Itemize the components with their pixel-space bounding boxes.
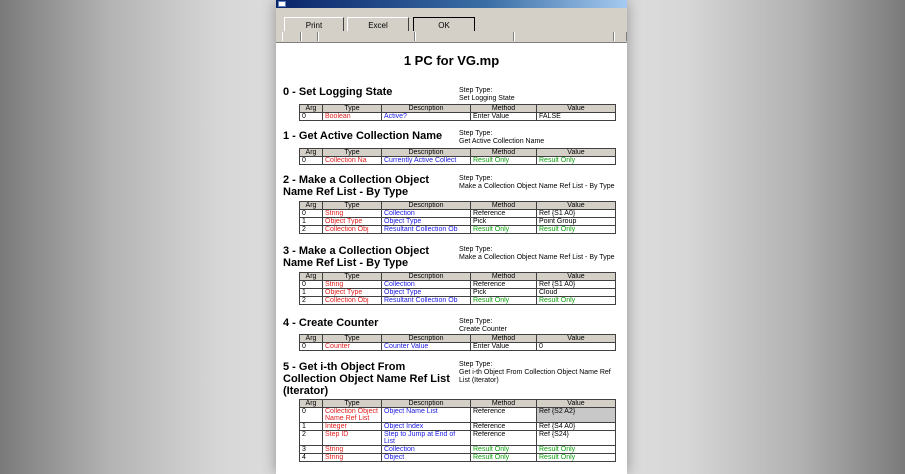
col-arg: Arg (300, 400, 323, 408)
col-value: Value (537, 273, 616, 281)
step-type-label: Step Type: (459, 246, 493, 253)
arg-cell: 2 (300, 431, 323, 446)
step-type-value: Set Logging State (459, 95, 515, 102)
args-table (299, 334, 616, 351)
arg-cell: 0 (300, 210, 323, 218)
report-window (276, 0, 627, 474)
method-cell: Result Only (471, 297, 537, 305)
method-cell: Reference (471, 423, 537, 431)
method-cell: Reference (471, 408, 537, 423)
step-type-value: Create Counter (459, 326, 507, 333)
arg-cell: 0 (300, 281, 323, 289)
step-type-label: Step Type: (459, 175, 493, 182)
col-type: Type (323, 400, 382, 408)
step-title: 5 - Get i-th Object From Collection Object Name Ref List (Iterator) (283, 361, 450, 397)
step-type-value: Get i-th Object From Collection Object Name Ref List (Iterator) (459, 369, 611, 384)
step-type-label: Step Type: (459, 130, 493, 137)
column-header-strip (276, 31, 627, 43)
step-title: 1 - Get Active Collection Name (283, 130, 443, 142)
type-cell: Collection Obj (323, 297, 382, 305)
args-table (299, 272, 616, 305)
description-cell: Currently Active Collect (382, 157, 471, 165)
arg-cell: 1 (300, 289, 323, 297)
method-cell: Result Only (471, 446, 537, 454)
arg-cell: 4 (300, 454, 323, 462)
type-cell: Integer (323, 423, 382, 431)
col-method: Method (471, 202, 537, 210)
table-header-row (300, 202, 616, 210)
value-cell: Ref {S2 A2} (537, 408, 616, 423)
arg-cell: 0 (300, 157, 323, 165)
print-button[interactable]: Print (284, 17, 344, 32)
step-title: 3 - Make a Collection Object Name Ref List - By Type (283, 245, 430, 269)
col-method: Method (471, 105, 537, 113)
step-type (459, 87, 619, 103)
step-title: 2 - Make a Collection Object Name Ref List - By Type (283, 174, 430, 198)
arg-cell: 0 (300, 408, 323, 423)
col-description: Description (382, 400, 471, 408)
arg-cell: 0 (300, 343, 323, 351)
table-header-row (300, 273, 616, 281)
method-cell: Reference (471, 281, 537, 289)
step-type-value: Get Active Collection Name (459, 138, 545, 145)
type-cell: Object Type (323, 289, 382, 297)
type-cell: String (323, 454, 382, 462)
value-cell: Result Only (537, 157, 616, 165)
value-cell: Point Group (537, 218, 616, 226)
description-cell: Counter Value (382, 343, 471, 351)
step-type-label: Step Type: (459, 87, 493, 94)
description-cell: Collection (382, 281, 471, 289)
description-cell: Resultant Collection Ob (382, 297, 471, 305)
arg-cell: 1 (300, 218, 323, 226)
method-cell: Reference (471, 210, 537, 218)
method-cell: Reference (471, 431, 537, 446)
table-header-row (300, 149, 616, 157)
step-type (459, 246, 619, 262)
header-cell[interactable] (282, 32, 301, 41)
value-cell: Ref {S1 A0} (537, 210, 616, 218)
type-cell: Collection Object Name Ref List (323, 408, 382, 423)
header-cell[interactable] (514, 32, 614, 41)
excel-button[interactable]: Excel (347, 17, 409, 32)
value-cell: 0 (537, 343, 616, 351)
type-cell: String (323, 446, 382, 454)
value-cell: Ref {S4 A0} (537, 423, 616, 431)
description-cell: Collection (382, 210, 471, 218)
table-row[interactable] (300, 343, 616, 351)
description-cell: Object Type (382, 218, 471, 226)
col-description: Description (382, 149, 471, 157)
header-cell[interactable] (614, 32, 627, 41)
table-row[interactable] (300, 446, 616, 454)
table-header-row (300, 335, 616, 343)
description-cell: Object (382, 454, 471, 462)
type-cell: Boolean (323, 113, 382, 121)
table-row[interactable] (300, 289, 616, 297)
col-type: Type (323, 105, 382, 113)
header-cell[interactable] (318, 32, 415, 41)
col-method: Method (471, 273, 537, 281)
col-method: Method (471, 335, 537, 343)
description-cell: Object Index (382, 423, 471, 431)
table-row[interactable] (300, 297, 616, 305)
method-cell: Pick (471, 218, 537, 226)
col-type: Type (323, 149, 382, 157)
table-header-row (300, 105, 616, 113)
table-header-row (300, 400, 616, 408)
method-cell: Result Only (471, 157, 537, 165)
toolbar (276, 8, 627, 32)
type-cell: Collection Na (323, 157, 382, 165)
step-type-value: Make a Collection Object Name Ref List - By Type (459, 254, 615, 261)
col-description: Description (382, 273, 471, 281)
type-cell: Object Type (323, 218, 382, 226)
col-type: Type (323, 273, 382, 281)
method-cell: Pick (471, 289, 537, 297)
step-type (459, 318, 619, 334)
method-cell: Result Only (471, 226, 537, 234)
col-value: Value (537, 335, 616, 343)
type-cell: String (323, 210, 382, 218)
value-cell: Result Only (537, 446, 616, 454)
method-cell: Enter Value (471, 113, 537, 121)
col-value: Value (537, 400, 616, 408)
value-cell: Result Only (537, 226, 616, 234)
col-arg: Arg (300, 335, 323, 343)
col-value: Value (537, 105, 616, 113)
window-icon (278, 1, 286, 7)
step-type (459, 361, 619, 385)
description-cell: Collection (382, 446, 471, 454)
col-description: Description (382, 335, 471, 343)
table-row[interactable] (300, 218, 616, 226)
table-row[interactable] (300, 113, 616, 121)
col-arg: Arg (300, 202, 323, 210)
step-type-value: Make a Collection Object Name Ref List - By Type (459, 183, 615, 190)
col-arg: Arg (300, 105, 323, 113)
col-type: Type (323, 202, 382, 210)
step-type (459, 130, 619, 146)
step-type-label: Step Type: (459, 361, 493, 368)
table-row[interactable] (300, 210, 616, 218)
arg-cell: 3 (300, 446, 323, 454)
value-cell: Result Only (537, 454, 616, 462)
method-cell: Enter Value (471, 343, 537, 351)
col-method: Method (471, 400, 537, 408)
type-cell: Step ID (323, 431, 382, 446)
header-cell[interactable] (301, 32, 318, 41)
value-cell: FALSE (537, 113, 616, 121)
col-value: Value (537, 202, 616, 210)
type-cell: Collection Obj (323, 226, 382, 234)
table-row[interactable] (300, 226, 616, 234)
value-cell: Cloud (537, 289, 616, 297)
title-bar (276, 0, 627, 8)
description-cell: Object Name List (382, 408, 471, 423)
arg-cell: 0 (300, 113, 323, 121)
args-table (299, 148, 616, 165)
header-cell[interactable] (415, 32, 514, 41)
ok-button[interactable]: OK (413, 17, 475, 32)
document-title: 1 PC for VG.mp (403, 53, 500, 68)
table-row[interactable] (300, 454, 616, 462)
description-cell: Object Type (382, 289, 471, 297)
col-description: Description (382, 202, 471, 210)
arg-cell: 2 (300, 226, 323, 234)
args-table (299, 399, 616, 462)
step-title: 4 - Create Counter (283, 317, 379, 329)
args-table (299, 104, 616, 121)
args-table (299, 201, 616, 234)
col-arg: Arg (300, 149, 323, 157)
col-description: Description (382, 105, 471, 113)
col-arg: Arg (300, 273, 323, 281)
step-type (459, 175, 619, 191)
table-row[interactable] (300, 408, 616, 423)
table-row[interactable] (300, 423, 616, 431)
value-cell: Ref {S1 A0} (537, 281, 616, 289)
value-cell: Result Only (537, 297, 616, 305)
type-cell: String (323, 281, 382, 289)
step-title: 0 - Set Logging State (283, 86, 393, 98)
col-value: Value (537, 149, 616, 157)
method-cell: Result Only (471, 454, 537, 462)
description-cell: Step to Jump at End of List (382, 431, 471, 446)
arg-cell: 2 (300, 297, 323, 305)
value-cell: Ref {S24} (537, 431, 616, 446)
table-row[interactable] (300, 431, 616, 446)
description-cell: Active? (382, 113, 471, 121)
type-cell: Counter (323, 343, 382, 351)
col-type: Type (323, 335, 382, 343)
step-type-label: Step Type: (459, 318, 493, 325)
table-row[interactable] (300, 157, 616, 165)
description-cell: Resultant Collection Ob (382, 226, 471, 234)
arg-cell: 1 (300, 423, 323, 431)
col-method: Method (471, 149, 537, 157)
report-content (276, 43, 627, 474)
table-row[interactable] (300, 281, 616, 289)
